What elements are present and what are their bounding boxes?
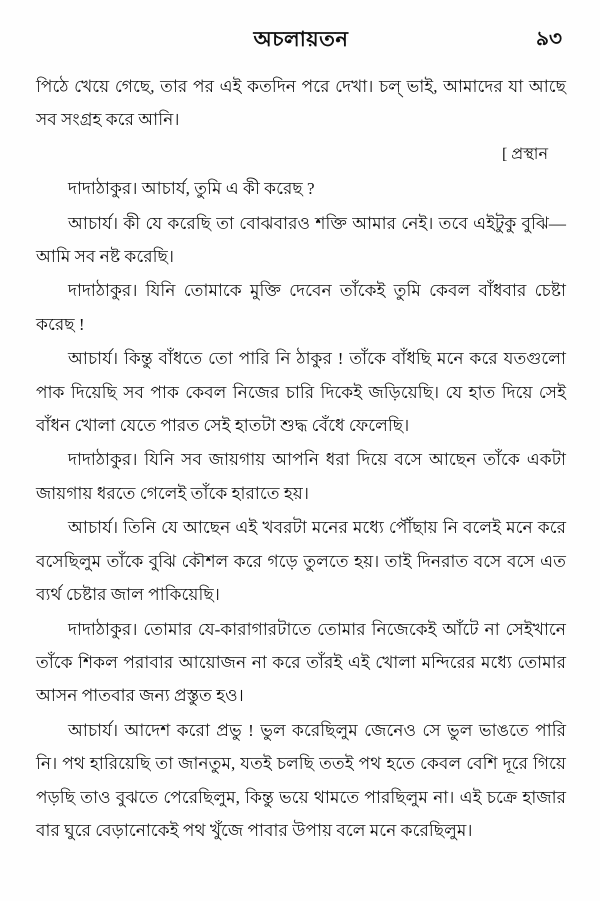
page-title: অচলায়তন bbox=[253, 27, 349, 51]
page-body bbox=[36, 70, 566, 847]
paragraph-dadathakur-3: দাদাঠাকুর। যিনি সব জায়গায় আপনি ধরা দিয়ে বসে আছেন তাঁকে একটা জায়গায় ধরতে গেলেই তাঁকে হারাতে হয়। bbox=[36, 450, 566, 503]
page-number: ৯৩ bbox=[536, 28, 562, 50]
paragraph-acharya-1: আচার্য। কী যে করেছি তা বোঝবারও শক্তি আমার নেই। তবে এইটুকু বুঝি— আমি সব নষ্ট করেছি। bbox=[36, 213, 566, 267]
paragraph-dadathakur-4: দাদাঠাকুর। তোমার যে-কারাগারটাতে তোমার নিজেকেই আঁটে না সেইখানে তাঁকে শিকল পরাবার আয়োজন না করে তাঁরই এই খোলা মন্দিরের মধ্যে তোমার আসন পাতবার জন্য প্রস্তুত হও। bbox=[36, 619, 566, 706]
paragraph-acharya-3: আচার্য। তিনি যে আছেন এই খবরটা মনের মধ্যে পৌঁছায় নি বলেই মনে করে বসেছিলুম তাঁকে বুঝি কৌশল করে গড়ে তুলতে হয়। তাই দিনরাত বসে বসে এত ব্যর্থ চেষ্টার জাল পাকিয়েছি। bbox=[36, 518, 566, 605]
stage-direction: [ প্রস্থান bbox=[501, 145, 548, 163]
paragraph-dadathakur-2: দাদাঠাকুর। যিনি তোমাকে মুক্তি দেবেন তাঁকেই তুমি কেবল বাঁধবার চেষ্টা করেছ ! bbox=[36, 281, 566, 334]
paragraph-continuation: পিঠে খেয়ে গেছে, তার পর এই কতদিন পরে দেখা। চল্‌ ভাই, আমাদের যা আছে সব সংগ্রহ করে আনি। bbox=[36, 77, 566, 130]
paragraph-acharya-2: আচার্য। কিন্তু বাঁধতে তো পারি নি ঠাকুর ! তাঁকে বাঁধছি মনে করে যতগুলো পাক দিয়েছি সব পাক কেবল নিজের চারি দিকেই জড়িয়েছি। যে হাত দিয়ে সেই বাঁধন খোলা যেতে পারত সেই হাতটা শুদ্ধ বেঁধে ফেলেছি। bbox=[36, 349, 566, 436]
paragraph-dadathakur-1: দাদাঠাকুর। আচার্য, তুমি এ কী করেছ ? bbox=[68, 179, 315, 199]
paragraph-acharya-4: আচার্য। আদেশ করো প্রভু ! ভুল করেছিলুম জেনেও সে ভুল ভাঙতে পারি নি। পথ হারিয়েছি তা জানতুম, যতই চলছি ততই পথ হতে কেবল বেশি দূরে গিয়ে পড়ছি তাও বুঝতে পেরেছিলুম, কিন্তু ভয়ে থামতে পারছিলুম না। এই চক্রে হাজার বার ঘুরে বেড়ানোকেই পথ খুঁজে পাবার উপায় বলে মনে করেছিলুম। bbox=[36, 720, 566, 840]
page-header bbox=[36, 22, 566, 68]
